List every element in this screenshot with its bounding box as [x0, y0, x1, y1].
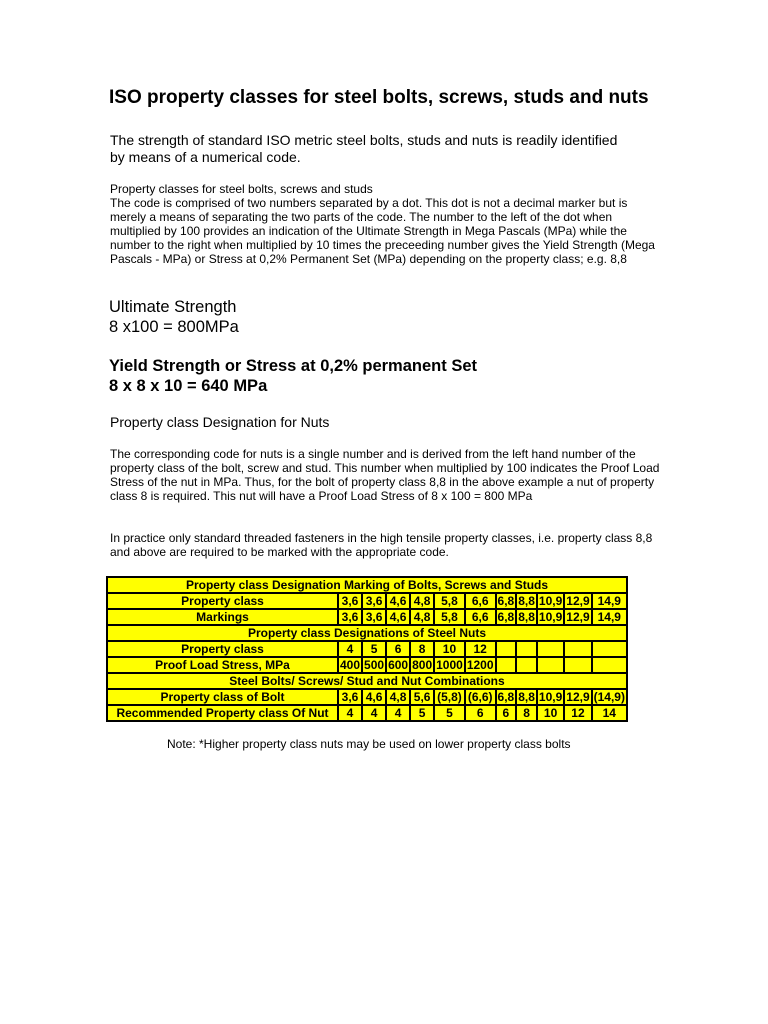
table-cell: 5,6	[410, 689, 434, 705]
table-cell: 6,6	[465, 593, 496, 609]
table-section-title: Property class Designations of Steel Nuts	[107, 625, 627, 641]
table-cell: 8,8	[518, 594, 535, 608]
table-cell	[516, 657, 537, 673]
table-cell: 4	[338, 705, 362, 721]
table-cell: 14	[592, 705, 627, 721]
table-cell	[496, 657, 517, 673]
table-cell: 6,8	[497, 610, 515, 624]
table-cell: 3,6	[338, 609, 362, 625]
table-section-title: Steel Bolts/ Screws/ Stud and Nut Combinations	[107, 673, 627, 689]
table-row	[107, 657, 627, 673]
table-cell: 14,9	[592, 593, 627, 609]
table-cell: 3,6	[338, 593, 362, 609]
table-cell: 6	[465, 705, 496, 721]
table-row-label: Markings	[107, 609, 338, 625]
table-cell: 4,8	[410, 609, 434, 625]
table-cell: (14,9)	[593, 690, 625, 704]
table-cell: 10	[434, 641, 465, 657]
table-row	[107, 689, 627, 705]
table-row-label: Proof Load Stress, MPa	[107, 657, 338, 673]
table-row	[107, 609, 627, 625]
property-class-table-grid	[106, 576, 628, 722]
table-cell: (5,8)	[434, 689, 465, 705]
table-cell: 4	[386, 705, 410, 721]
table-cell	[564, 657, 591, 673]
table-cell: 10,9	[538, 610, 563, 624]
table-cell	[564, 641, 591, 657]
table-cell: 4,8	[386, 689, 410, 705]
table-cell: 4	[362, 705, 386, 721]
table-cell: 5	[362, 641, 386, 657]
table-cell: 4,8	[410, 593, 434, 609]
table-cell	[496, 641, 517, 657]
yield-strength-equation: 8 x 8 x 10 = 640 MPa	[109, 377, 268, 395]
table-section-row	[107, 625, 627, 641]
table-cell: 5	[410, 705, 434, 721]
table-cell: 10,9	[538, 690, 563, 704]
table-cell: 14,9	[592, 609, 627, 625]
table-cell: 12	[465, 641, 496, 657]
table-row-label: Property class of Bolt	[107, 689, 338, 705]
table-cell: 6,8	[497, 594, 515, 608]
table-cell: 5,8	[434, 609, 465, 625]
table-cell: 1000	[436, 658, 463, 672]
table-cell: 6,8	[497, 690, 515, 704]
table-cell: 8,8	[518, 610, 535, 624]
table-cell: 4,6	[386, 609, 410, 625]
bolts-section-body: The code is comprised of two numbers separated by a dot. This dot is not a decimal marker but is merely a means of separating the two parts of the code. The number to the left of the dot when multiplied by 100 provides an indication of the Ultimate Strength in Mega Pascals (MPa) while the number to the right when multiplied by 10 times the preceeding number gives the Yield Strength (Mega Pascals - MPa) or Stress at 0,2% Permanent Set (MPa) depending on the property class; e.g. 8,8	[110, 196, 655, 266]
table-cell: 400	[340, 658, 361, 672]
table-row	[107, 705, 627, 721]
table-cell: 12,9	[566, 690, 590, 704]
table-cell	[537, 641, 564, 657]
table-cell: 8,8	[518, 690, 535, 704]
intro-text: The strength of standard ISO metric steel bolts, studs and nuts is readily identified by means of a numerical code.	[110, 132, 618, 165]
property-class-table	[106, 576, 628, 722]
table-cell: 10	[537, 705, 564, 721]
table-cell: 3,6	[338, 689, 362, 705]
bolts-section-heading: Property classes for steel bolts, screws and studs	[110, 182, 373, 196]
table-cell: 6	[386, 641, 410, 657]
table-cell: 4	[338, 641, 362, 657]
table-cell: 5,8	[434, 593, 465, 609]
practice-note: In practice only standard threaded fasteners in the high tensile property classes, i.e. property class 8,8 and above are required to be marked with the appropriate code.	[110, 531, 653, 559]
table-cell: 8	[410, 641, 434, 657]
table-cell: 6,6	[465, 609, 496, 625]
table-cell	[592, 641, 627, 657]
table-cell: 600	[388, 658, 409, 672]
table-cell: 4,6	[386, 593, 410, 609]
ultimate-strength-equation: 8 x100 = 800MPa	[109, 318, 239, 336]
yield-strength-heading: Yield Strength or Stress at 0,2% permanent Set	[109, 357, 477, 375]
table-row	[107, 641, 627, 657]
table-cell: 800	[412, 658, 433, 672]
table-cell: 500	[364, 658, 385, 672]
page-title: ISO property classes for steel bolts, screws, studs and nuts	[109, 87, 649, 108]
table-cell	[592, 657, 627, 673]
table-section-row	[107, 673, 627, 689]
table-cell	[537, 657, 564, 673]
table-row-label: Property class	[107, 593, 338, 609]
table-cell: 8	[516, 705, 537, 721]
nuts-section-heading: Property class Designation for Nuts	[110, 414, 330, 430]
table-cell: 12,9	[566, 594, 590, 608]
table-cell	[516, 641, 537, 657]
table-cell: 3,6	[362, 609, 386, 625]
table-cell: 5	[434, 705, 465, 721]
table-cell: 1200	[466, 658, 494, 672]
table-section-row	[107, 577, 627, 593]
table-cell: 12,9	[566, 610, 590, 624]
table-cell: (6,6)	[465, 689, 496, 705]
table-cell: 6	[496, 705, 517, 721]
table-row	[107, 593, 627, 609]
table-cell: 4,6	[362, 689, 386, 705]
table-cell: 10,9	[538, 594, 563, 608]
table-cell: 3,6	[362, 593, 386, 609]
table-section-title: Property class Designation Marking of Bolts, Screws and Studs	[107, 577, 627, 593]
ultimate-strength-heading: Ultimate Strength	[109, 298, 237, 316]
table-row-label: Property class	[107, 641, 338, 657]
table-cell: 12	[564, 705, 591, 721]
nuts-section-body: The corresponding code for nuts is a single number and is derived from the left hand number of the property class of the bolt, screw and stud. This number when multiplied by 100 indicates the Proof Load Stress of the nut in MPa. Thus, for the bolt of property class 8,8 in the above example a nut of property class 8 is required. This nut will have a Proof Load Stress of 8 x 100 = 800 MPa	[110, 447, 660, 503]
table-footnote: Note: *Higher property class nuts may be used on lower property class bolts	[167, 737, 571, 751]
table-row-label: Recommended Property class Of Nut	[107, 705, 338, 721]
